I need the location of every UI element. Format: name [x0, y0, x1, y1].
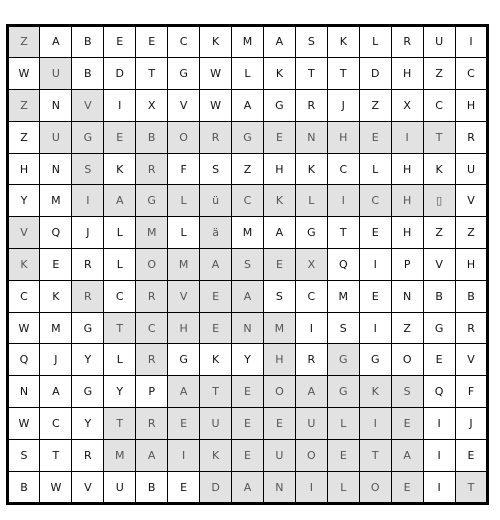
grid-cell[interactable]: Z	[423, 57, 456, 90]
grid-cell[interactable]: A	[199, 248, 232, 281]
grid-cell[interactable]: W	[199, 57, 232, 90]
grid-cell[interactable]: K	[39, 280, 72, 313]
grid-cell[interactable]: Z	[359, 89, 392, 122]
grid-cell[interactable]: M	[231, 26, 264, 59]
grid-cell[interactable]: T	[327, 216, 360, 249]
grid-cell[interactable]: H	[167, 312, 200, 345]
grid-cell[interactable]: B	[8, 471, 41, 504]
grid-cell[interactable]: V	[8, 216, 41, 249]
grid-cell[interactable]: Z	[8, 26, 41, 59]
grid-cell[interactable]: S	[71, 153, 104, 186]
grid-cell[interactable]: H	[455, 248, 488, 281]
grid-cell[interactable]: U	[39, 121, 72, 154]
grid-cell[interactable]: R	[455, 312, 488, 345]
grid-cell[interactable]: D	[359, 57, 392, 90]
grid-cell[interactable]: S	[391, 375, 424, 408]
grid-cell[interactable]: W	[8, 407, 41, 440]
grid-cell[interactable]: H	[391, 184, 424, 217]
grid-cell[interactable]: M	[39, 312, 72, 345]
grid-cell[interactable]: E	[423, 343, 456, 376]
grid-cell[interactable]: S	[295, 26, 328, 59]
grid-cell[interactable]: K	[263, 57, 296, 90]
grid-cell[interactable]: R	[71, 280, 104, 313]
grid-cell[interactable]: R	[199, 121, 232, 154]
grid-cell[interactable]: T	[135, 57, 168, 90]
grid-cell[interactable]: N	[263, 471, 296, 504]
grid-cell[interactable]: G	[263, 89, 296, 122]
grid-cell[interactable]: E	[231, 407, 264, 440]
grid-cell[interactable]: Q	[423, 375, 456, 408]
grid-cell[interactable]: A	[103, 184, 136, 217]
grid-cell[interactable]: E	[359, 121, 392, 154]
grid-cell[interactable]: L	[103, 248, 136, 281]
grid-cell[interactable]: C	[103, 280, 136, 313]
grid-cell[interactable]: W	[199, 89, 232, 122]
grid-cell[interactable]: W	[8, 57, 41, 90]
grid-cell[interactable]: E	[167, 471, 200, 504]
grid-cell[interactable]: X	[295, 248, 328, 281]
grid-cell[interactable]: U	[39, 57, 72, 90]
grid-cell[interactable]: V	[167, 89, 200, 122]
grid-cell[interactable]: P	[135, 375, 168, 408]
grid-cell[interactable]: V	[71, 471, 104, 504]
grid-cell[interactable]: L	[327, 471, 360, 504]
grid-cell[interactable]: J	[39, 343, 72, 376]
grid-cell[interactable]: I	[455, 26, 488, 59]
grid-cell[interactable]: V	[455, 343, 488, 376]
grid-cell[interactable]: P	[391, 248, 424, 281]
grid-cell[interactable]: K	[199, 26, 232, 59]
grid-cell[interactable]: H	[391, 153, 424, 186]
grid-cell[interactable]: V	[71, 89, 104, 122]
grid-cell[interactable]: E	[263, 407, 296, 440]
grid-cell[interactable]: C	[295, 280, 328, 313]
grid-cell[interactable]: A	[39, 26, 72, 59]
grid-cell[interactable]: B	[71, 57, 104, 90]
grid-cell[interactable]: I	[295, 312, 328, 345]
grid-cell[interactable]: R	[71, 439, 104, 472]
grid-cell[interactable]: K	[359, 375, 392, 408]
grid-cell[interactable]: I	[423, 471, 456, 504]
grid-cell[interactable]: N	[8, 375, 41, 408]
grid-cell[interactable]: T	[199, 375, 232, 408]
grid-cell[interactable]: A	[263, 216, 296, 249]
grid-cell[interactable]: S	[327, 312, 360, 345]
grid-cell[interactable]: E	[455, 439, 488, 472]
grid-cell[interactable]: M	[135, 216, 168, 249]
grid-cell[interactable]: T	[295, 57, 328, 90]
grid-cell[interactable]: A	[391, 439, 424, 472]
grid-cell[interactable]: Y	[8, 184, 41, 217]
grid-cell[interactable]: V	[167, 280, 200, 313]
grid-cell[interactable]: Z	[8, 121, 41, 154]
grid-cell[interactable]: F	[167, 153, 200, 186]
grid-cell[interactable]: T	[327, 57, 360, 90]
grid-cell[interactable]: U	[455, 153, 488, 186]
grid-cell[interactable]: Y	[71, 343, 104, 376]
grid-cell[interactable]: B	[455, 280, 488, 313]
grid-cell[interactable]: Y	[71, 407, 104, 440]
grid-cell[interactable]: A	[295, 375, 328, 408]
grid-cell[interactable]: A	[39, 375, 72, 408]
grid-cell[interactable]: R	[295, 89, 328, 122]
grid-cell[interactable]: I	[167, 439, 200, 472]
grid-cell[interactable]: G	[295, 216, 328, 249]
grid-cell[interactable]: E	[103, 26, 136, 59]
grid-cell[interactable]: O	[263, 375, 296, 408]
grid-cell[interactable]: ü	[199, 184, 232, 217]
grid-cell[interactable]: T	[39, 439, 72, 472]
grid-cell[interactable]: N	[39, 153, 72, 186]
grid-cell[interactable]: I	[359, 407, 392, 440]
grid-cell[interactable]: G	[327, 375, 360, 408]
grid-cell[interactable]: C	[423, 89, 456, 122]
grid-cell[interactable]: F	[455, 375, 488, 408]
grid-cell[interactable]: X	[135, 89, 168, 122]
grid-cell[interactable]: S	[263, 280, 296, 313]
grid-cell[interactable]: R	[135, 153, 168, 186]
grid-cell[interactable]: C	[167, 26, 200, 59]
grid-cell[interactable]: C	[135, 312, 168, 345]
grid-cell[interactable]: K	[423, 153, 456, 186]
grid-cell[interactable]: L	[295, 184, 328, 217]
grid-cell[interactable]: E	[231, 439, 264, 472]
grid-cell[interactable]: D	[103, 57, 136, 90]
grid-cell[interactable]: C	[327, 153, 360, 186]
grid-cell[interactable]: E	[135, 26, 168, 59]
grid-cell[interactable]: D	[199, 471, 232, 504]
grid-cell[interactable]: ä	[199, 216, 232, 249]
grid-cell[interactable]: G	[423, 312, 456, 345]
grid-cell[interactable]: ▯	[423, 184, 456, 217]
grid-cell[interactable]: R	[135, 343, 168, 376]
grid-cell[interactable]: S	[199, 153, 232, 186]
grid-cell[interactable]: I	[423, 439, 456, 472]
grid-cell[interactable]: G	[327, 343, 360, 376]
grid-cell[interactable]: X	[391, 89, 424, 122]
grid-cell[interactable]: R	[295, 343, 328, 376]
grid-cell[interactable]: N	[231, 312, 264, 345]
grid-cell[interactable]: O	[167, 121, 200, 154]
grid-cell[interactable]: A	[231, 471, 264, 504]
grid-cell[interactable]: I	[327, 184, 360, 217]
grid-cell[interactable]: K	[103, 153, 136, 186]
grid-cell[interactable]: G	[71, 312, 104, 345]
grid-cell[interactable]: E	[263, 121, 296, 154]
grid-cell[interactable]: H	[455, 89, 488, 122]
grid-cell[interactable]: C	[231, 184, 264, 217]
grid-cell[interactable]: G	[71, 375, 104, 408]
grid-cell[interactable]: K	[199, 439, 232, 472]
word-search-grid	[6, 24, 489, 505]
grid-cell[interactable]: Z	[8, 89, 41, 122]
grid-cell[interactable]: K	[295, 153, 328, 186]
grid-cell[interactable]: G	[167, 343, 200, 376]
grid-cell[interactable]: Z	[455, 216, 488, 249]
grid-cell[interactable]: R	[135, 280, 168, 313]
grid-cell[interactable]: L	[359, 153, 392, 186]
grid-cell[interactable]: N	[295, 121, 328, 154]
grid-cell[interactable]: H	[391, 216, 424, 249]
grid-cell[interactable]: M	[39, 184, 72, 217]
grid-cell[interactable]: U	[295, 407, 328, 440]
grid-cell[interactable]: J	[327, 89, 360, 122]
grid-cell[interactable]: G	[231, 121, 264, 154]
grid-cell[interactable]: R	[455, 121, 488, 154]
grid-cell[interactable]: T	[103, 312, 136, 345]
grid-cell[interactable]: L	[327, 407, 360, 440]
grid-cell[interactable]: M	[327, 280, 360, 313]
grid-cell[interactable]: R	[391, 26, 424, 59]
grid-cell[interactable]: S	[8, 439, 41, 472]
grid-cell[interactable]: A	[135, 439, 168, 472]
grid-cell[interactable]: N	[391, 280, 424, 313]
grid-cell[interactable]: I	[359, 248, 392, 281]
grid-cell[interactable]: A	[231, 89, 264, 122]
grid-cell[interactable]: S	[231, 248, 264, 281]
grid-cell[interactable]: E	[391, 471, 424, 504]
grid-cell[interactable]: L	[103, 343, 136, 376]
grid-cell[interactable]: E	[263, 248, 296, 281]
grid-cell[interactable]: E	[327, 439, 360, 472]
grid-cell[interactable]: U	[199, 407, 232, 440]
grid-cell[interactable]: I	[103, 89, 136, 122]
grid-cell[interactable]: A	[263, 26, 296, 59]
grid-cell[interactable]: L	[167, 216, 200, 249]
grid-cell[interactable]: E	[199, 312, 232, 345]
grid-cell[interactable]: H	[391, 57, 424, 90]
grid-cell[interactable]: M	[103, 439, 136, 472]
grid-cell[interactable]: T	[103, 407, 136, 440]
grid-cell[interactable]: U	[103, 471, 136, 504]
grid-cell[interactable]: Q	[327, 248, 360, 281]
grid-cell[interactable]: Z	[231, 153, 264, 186]
grid-cell[interactable]: G	[135, 184, 168, 217]
grid-cell[interactable]: L	[103, 216, 136, 249]
grid-cell[interactable]: H	[263, 343, 296, 376]
grid-cell[interactable]: I	[71, 184, 104, 217]
grid-cell[interactable]: M	[167, 248, 200, 281]
grid-cell[interactable]: T	[455, 471, 488, 504]
grid-cell[interactable]: J	[71, 216, 104, 249]
grid-cell[interactable]: O	[295, 439, 328, 472]
grid-cell[interactable]: E	[391, 407, 424, 440]
grid-cell[interactable]: U	[423, 26, 456, 59]
grid-cell[interactable]: Z	[423, 216, 456, 249]
grid-cell[interactable]: B	[135, 471, 168, 504]
grid-cell[interactable]: E	[359, 280, 392, 313]
grid-cell[interactable]: V	[455, 184, 488, 217]
grid-cell[interactable]: E	[231, 375, 264, 408]
grid-cell[interactable]: E	[199, 280, 232, 313]
grid-cell[interactable]: I	[423, 407, 456, 440]
grid-cell[interactable]: R	[135, 407, 168, 440]
grid-cell[interactable]: I	[359, 312, 392, 345]
grid-cell[interactable]: L	[231, 57, 264, 90]
grid-cell[interactable]: H	[263, 153, 296, 186]
grid-cell[interactable]: O	[391, 343, 424, 376]
grid-cell[interactable]: T	[359, 439, 392, 472]
grid-cell[interactable]: V	[423, 248, 456, 281]
grid-cell[interactable]: M	[231, 216, 264, 249]
grid-cell[interactable]: E	[103, 121, 136, 154]
grid-cell[interactable]: L	[167, 184, 200, 217]
grid-cell[interactable]: B	[135, 121, 168, 154]
grid-cell[interactable]: R	[71, 248, 104, 281]
grid-cell[interactable]: G	[167, 57, 200, 90]
grid-cell[interactable]: O	[135, 248, 168, 281]
grid-cell[interactable]: H	[327, 121, 360, 154]
grid-cell[interactable]: T	[423, 121, 456, 154]
grid-cell[interactable]: A	[167, 375, 200, 408]
grid-cell[interactable]: G	[71, 121, 104, 154]
grid-cell[interactable]: K	[263, 184, 296, 217]
grid-cell[interactable]: I	[391, 121, 424, 154]
grid-cell[interactable]: Q	[39, 216, 72, 249]
grid-cell[interactable]: G	[359, 343, 392, 376]
grid-cell[interactable]: K	[8, 248, 41, 281]
grid-cell[interactable]: I	[295, 471, 328, 504]
grid-cell[interactable]: Y	[103, 375, 136, 408]
grid-cell[interactable]: O	[359, 471, 392, 504]
grid-cell[interactable]: E	[167, 407, 200, 440]
grid-cell[interactable]: N	[39, 89, 72, 122]
grid-cell[interactable]: C	[359, 184, 392, 217]
grid-cell[interactable]: L	[359, 26, 392, 59]
grid-cell[interactable]: C	[455, 57, 488, 90]
grid-cell[interactable]: W	[8, 312, 41, 345]
grid-cell[interactable]: Q	[8, 343, 41, 376]
grid-cell[interactable]: J	[455, 407, 488, 440]
grid-cell[interactable]: H	[8, 153, 41, 186]
grid-cell[interactable]: Z	[391, 312, 424, 345]
grid-cell[interactable]: A	[231, 280, 264, 313]
grid-cell[interactable]: Y	[231, 343, 264, 376]
grid-cell[interactable]: U	[263, 439, 296, 472]
grid-cell[interactable]: E	[359, 216, 392, 249]
grid-cell[interactable]: C	[39, 407, 72, 440]
grid-cell[interactable]: W	[39, 471, 72, 504]
grid-cell[interactable]: E	[39, 248, 72, 281]
grid-cell[interactable]: M	[263, 312, 296, 345]
grid-cell[interactable]: K	[199, 343, 232, 376]
grid-cell[interactable]: B	[71, 26, 104, 59]
grid-cell[interactable]: K	[327, 26, 360, 59]
grid-cell[interactable]: C	[8, 280, 41, 313]
grid-cell[interactable]: B	[423, 280, 456, 313]
